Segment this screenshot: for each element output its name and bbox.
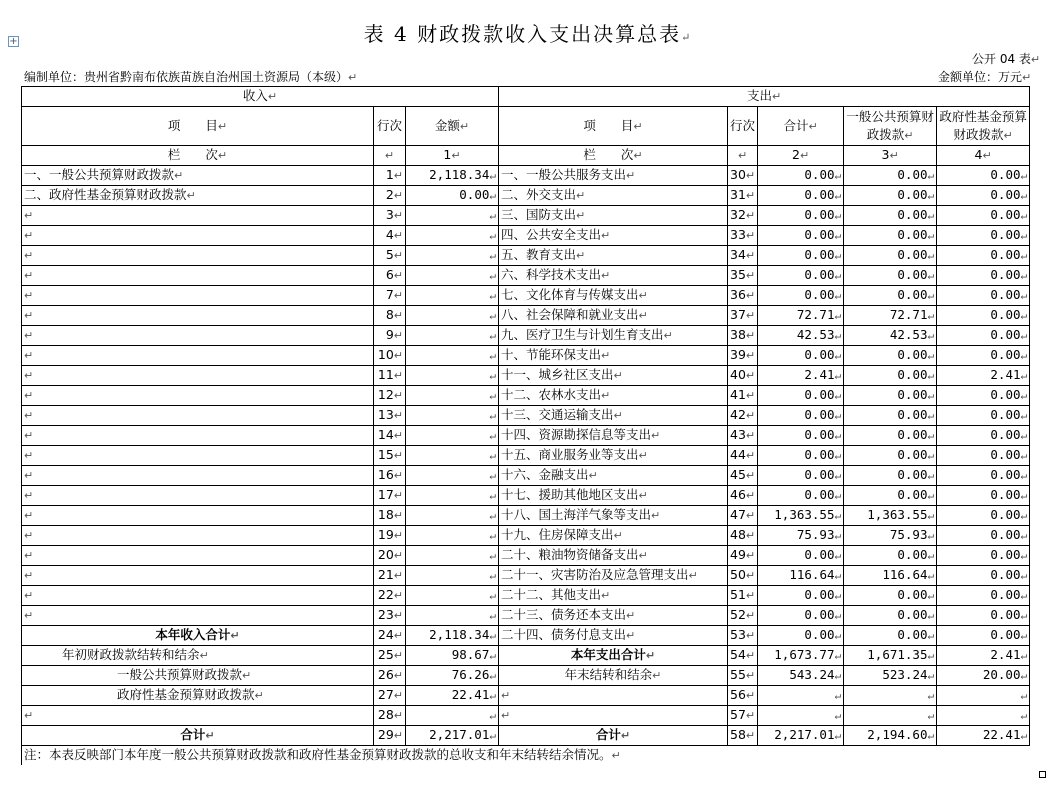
income-item: ↵ bbox=[22, 266, 374, 286]
table-row bbox=[22, 386, 1030, 406]
table-row bbox=[22, 486, 1030, 506]
income-item: ↵ bbox=[22, 426, 374, 446]
income-item: ↵ bbox=[22, 446, 374, 466]
income-line-no: 28↵ bbox=[374, 706, 406, 726]
expense-line-no: 56↵ bbox=[728, 686, 758, 706]
income-line-no: 9↵ bbox=[374, 326, 406, 346]
table-row bbox=[22, 186, 1030, 206]
expense-line-header: 行次 bbox=[728, 107, 758, 146]
income-header: 收入↵ bbox=[22, 87, 499, 107]
expense-item: 二十三、债务还本支出↵ bbox=[499, 606, 728, 626]
expense-total: 2,217.01↵ bbox=[758, 726, 844, 746]
income-amount: 98.67↵ bbox=[406, 646, 499, 666]
expense-fund-budget: 2.41↵ bbox=[937, 366, 1030, 386]
income-line-no: 22↵ bbox=[374, 586, 406, 606]
expense-fund-budget: 0.00↵ bbox=[937, 326, 1030, 346]
income-item: ↵ bbox=[22, 606, 374, 626]
expense-total: 0.00↵ bbox=[758, 186, 844, 206]
income-amount: ↵ bbox=[406, 486, 499, 506]
income-line-no: 6↵ bbox=[374, 266, 406, 286]
income-item: 年初财政拨款结转和结余↵ bbox=[22, 646, 374, 666]
expense-fund-budget: 0.00↵ bbox=[937, 486, 1030, 506]
compiler-unit: 编制单位：贵州省黔南布依族苗族自治州国土资源局（本级）↵ bbox=[24, 70, 358, 84]
expense-line-no: 40↵ bbox=[728, 366, 758, 386]
income-amount: ↵ bbox=[406, 706, 499, 726]
expense-general-budget: 0.00↵ bbox=[844, 266, 937, 286]
expense-line-no: 44↵ bbox=[728, 446, 758, 466]
income-line-no: 26↵ bbox=[374, 666, 406, 686]
table-row bbox=[22, 646, 1030, 666]
expense-line-no: 32↵ bbox=[728, 206, 758, 226]
expense-item: 十六、金融支出↵ bbox=[499, 466, 728, 486]
table-row bbox=[22, 406, 1030, 426]
table-row bbox=[22, 366, 1030, 386]
expense-line-no: 30↵ bbox=[728, 166, 758, 186]
expense-item: 十一、城乡社区支出↵ bbox=[499, 366, 728, 386]
expense-total: 2.41↵ bbox=[758, 366, 844, 386]
note-row bbox=[22, 746, 1030, 766]
page-title: 表 4 财政拨款收入支出决算总表↵ bbox=[363, 22, 693, 46]
income-line-no: 21↵ bbox=[374, 566, 406, 586]
expense-line-no: 39↵ bbox=[728, 346, 758, 366]
expense-fund-budget: 0.00↵ bbox=[937, 286, 1030, 306]
income-line-no: 15↵ bbox=[374, 446, 406, 466]
expense-general-budget: ↵ bbox=[844, 706, 937, 726]
column-index-blank-expense: ↵ bbox=[728, 146, 758, 166]
expense-fund-budget: ↵ bbox=[937, 706, 1030, 726]
income-line-no: 17↵ bbox=[374, 486, 406, 506]
table-row bbox=[22, 226, 1030, 246]
expense-total: 0.00↵ bbox=[758, 246, 844, 266]
income-line-no: 2↵ bbox=[374, 186, 406, 206]
income-item: 一般公共预算财政拨款↵ bbox=[22, 666, 374, 686]
expense-total: ↵ bbox=[758, 686, 844, 706]
income-item: ↵ bbox=[22, 346, 374, 366]
table-note: 注：本表反映部门本年度一般公共预算财政拨款和政府性基金预算财政拨款的总收支和年末结转结余情况。↵ bbox=[22, 746, 1030, 766]
table-row bbox=[22, 266, 1030, 286]
expense-line-no: 36↵ bbox=[728, 286, 758, 306]
expense-item: 十八、国土海洋气象等支出↵ bbox=[499, 506, 728, 526]
income-amount: ↵ bbox=[406, 366, 499, 386]
table-row bbox=[22, 466, 1030, 486]
expense-fund-budget: 0.00↵ bbox=[937, 606, 1030, 626]
expense-line-no: 37↵ bbox=[728, 306, 758, 326]
income-amount: ↵ bbox=[406, 226, 499, 246]
expense-fund-budget: 0.00↵ bbox=[937, 566, 1030, 586]
expense-fund-budget: 0.00↵ bbox=[937, 226, 1030, 246]
expense-general-budget: 1,363.55↵ bbox=[844, 506, 937, 526]
expense-total: 116.64↵ bbox=[758, 566, 844, 586]
table-row bbox=[22, 166, 1030, 186]
fund-budget-header: 政府性基金预算财政拨款↵ bbox=[937, 107, 1030, 146]
expense-general-budget: 0.00↵ bbox=[844, 286, 937, 306]
income-amount: ↵ bbox=[406, 306, 499, 326]
header-row-sections bbox=[22, 87, 1030, 107]
expense-general-budget: 0.00↵ bbox=[844, 466, 937, 486]
expense-general-budget: 0.00↵ bbox=[844, 386, 937, 406]
expense-line-no: 47↵ bbox=[728, 506, 758, 526]
expense-item: 六、科学技术支出↵ bbox=[499, 266, 728, 286]
expense-general-budget: 0.00↵ bbox=[844, 246, 937, 266]
income-amount: 0.00↵ bbox=[406, 186, 499, 206]
income-item: ↵ bbox=[22, 286, 374, 306]
income-item: ↵ bbox=[22, 206, 374, 226]
income-amount: ↵ bbox=[406, 466, 499, 486]
column-index-label: 栏 次↵ bbox=[22, 146, 374, 166]
income-line-header: 行次 bbox=[374, 107, 406, 146]
income-line-no: 14↵ bbox=[374, 426, 406, 446]
expense-line-no: 51↵ bbox=[728, 586, 758, 606]
income-amount: ↵ bbox=[406, 346, 499, 366]
income-amount: ↵ bbox=[406, 326, 499, 346]
expense-total: 72.71↵ bbox=[758, 306, 844, 326]
expense-general-budget: 0.00↵ bbox=[844, 206, 937, 226]
income-amount: ↵ bbox=[406, 606, 499, 626]
expense-total: 0.00↵ bbox=[758, 266, 844, 286]
column-index-blank: ↵ bbox=[374, 146, 406, 166]
table-row bbox=[22, 706, 1030, 726]
expense-total: 0.00↵ bbox=[758, 486, 844, 506]
income-line-no: 4↵ bbox=[374, 226, 406, 246]
income-amount: ↵ bbox=[406, 246, 499, 266]
header-row-columns bbox=[22, 107, 1030, 146]
income-line-no: 8↵ bbox=[374, 306, 406, 326]
income-amount-header: 金额↵ bbox=[406, 107, 499, 146]
expense-fund-budget: 0.00↵ bbox=[937, 346, 1030, 366]
income-item: ↵ bbox=[22, 366, 374, 386]
column-index-label-expense: 栏 次↵ bbox=[499, 146, 728, 166]
income-line-no: 7↵ bbox=[374, 286, 406, 306]
expense-total: ↵ bbox=[758, 706, 844, 726]
income-item: ↵ bbox=[22, 226, 374, 246]
expense-item: 十九、住房保障支出↵ bbox=[499, 526, 728, 546]
expense-general-budget: 0.00↵ bbox=[844, 486, 937, 506]
expense-fund-budget: 0.00↵ bbox=[937, 206, 1030, 226]
expense-item: 二、外交支出↵ bbox=[499, 186, 728, 206]
expense-total: 0.00↵ bbox=[758, 206, 844, 226]
table-row bbox=[22, 526, 1030, 546]
expense-general-budget: 1,671.35↵ bbox=[844, 646, 937, 666]
income-line-no: 19↵ bbox=[374, 526, 406, 546]
income-amount: ↵ bbox=[406, 566, 499, 586]
expense-general-budget: 0.00↵ bbox=[844, 546, 937, 566]
expense-item: 五、教育支出↵ bbox=[499, 246, 728, 266]
expense-line-no: 43↵ bbox=[728, 426, 758, 446]
expense-item: 十三、交通运输支出↵ bbox=[499, 406, 728, 426]
expense-general-budget: 0.00↵ bbox=[844, 446, 937, 466]
income-item: ↵ bbox=[22, 246, 374, 266]
expense-item: 一、一般公共服务支出↵ bbox=[499, 166, 728, 186]
table-row bbox=[22, 586, 1030, 606]
income-item: ↵ bbox=[22, 526, 374, 546]
expense-total: 0.00↵ bbox=[758, 386, 844, 406]
table-row bbox=[22, 326, 1030, 346]
expense-line-no: 52↵ bbox=[728, 606, 758, 626]
header-row-column-index bbox=[22, 146, 1030, 166]
column-index-1: 1↵ bbox=[406, 146, 499, 166]
expense-fund-budget: 0.00↵ bbox=[937, 506, 1030, 526]
income-line-no: 18↵ bbox=[374, 506, 406, 526]
table-row bbox=[22, 446, 1030, 466]
income-line-no: 11↵ bbox=[374, 366, 406, 386]
income-amount: 2,217.01↵ bbox=[406, 726, 499, 746]
income-line-no: 3↵ bbox=[374, 206, 406, 226]
column-index-3: 3↵ bbox=[844, 146, 937, 166]
income-item: 政府性基金预算财政拨款↵ bbox=[22, 686, 374, 706]
table-move-handle-icon[interactable]: + bbox=[9, 36, 18, 47]
expense-line-no: 35↵ bbox=[728, 266, 758, 286]
expense-fund-budget: 0.00↵ bbox=[937, 546, 1030, 566]
table-row bbox=[22, 726, 1030, 746]
income-amount: ↵ bbox=[406, 406, 499, 426]
expense-header: 支出↵ bbox=[499, 87, 1030, 107]
table-row bbox=[22, 306, 1030, 326]
income-line-no: 25↵ bbox=[374, 646, 406, 666]
expense-total: 0.00↵ bbox=[758, 406, 844, 426]
expense-fund-budget: 0.00↵ bbox=[937, 306, 1030, 326]
table-row bbox=[22, 346, 1030, 366]
expense-total: 0.00↵ bbox=[758, 346, 844, 366]
expense-fund-budget: 0.00↵ bbox=[937, 586, 1030, 606]
income-amount: ↵ bbox=[406, 386, 499, 406]
income-line-no: 27↵ bbox=[374, 686, 406, 706]
expense-item: 十、节能环保支出↵ bbox=[499, 346, 728, 366]
income-amount: ↵ bbox=[406, 526, 499, 546]
expense-total: 0.00↵ bbox=[758, 446, 844, 466]
expense-item: 本年支出合计↵ bbox=[499, 646, 728, 666]
income-item-header: 项 目↵ bbox=[22, 107, 374, 146]
expense-item: 四、公共安全支出↵ bbox=[499, 226, 728, 246]
income-line-no: 13↵ bbox=[374, 406, 406, 426]
expense-general-budget: 0.00↵ bbox=[844, 426, 937, 446]
expense-item: 合计↵ bbox=[499, 726, 728, 746]
expense-general-budget: 0.00↵ bbox=[844, 406, 937, 426]
expense-general-budget: 0.00↵ bbox=[844, 226, 937, 246]
income-line-no: 20↵ bbox=[374, 546, 406, 566]
expense-fund-budget: 0.00↵ bbox=[937, 466, 1030, 486]
income-item: 本年收入合计↵ bbox=[22, 626, 374, 646]
expense-fund-budget: 22.41↵ bbox=[937, 726, 1030, 746]
income-item: ↵ bbox=[22, 566, 374, 586]
income-item: 一、一般公共预算财政拨款↵ bbox=[22, 166, 374, 186]
expense-general-budget: 0.00↵ bbox=[844, 366, 937, 386]
expense-general-budget: 0.00↵ bbox=[844, 586, 937, 606]
income-line-no: 10↵ bbox=[374, 346, 406, 366]
expense-general-budget: 0.00↵ bbox=[844, 166, 937, 186]
income-item: ↵ bbox=[22, 706, 374, 726]
income-amount: 76.26↵ bbox=[406, 666, 499, 686]
income-amount: ↵ bbox=[406, 426, 499, 446]
expense-fund-budget: 0.00↵ bbox=[937, 626, 1030, 646]
expense-line-no: 48↵ bbox=[728, 526, 758, 546]
expense-line-no: 50↵ bbox=[728, 566, 758, 586]
expense-line-no: 58↵ bbox=[728, 726, 758, 746]
income-line-no: 1↵ bbox=[374, 166, 406, 186]
form-code: 公开 04 表↵ bbox=[972, 52, 1041, 66]
income-line-no: 29↵ bbox=[374, 726, 406, 746]
income-item: ↵ bbox=[22, 486, 374, 506]
expense-line-no: 53↵ bbox=[728, 626, 758, 646]
table-row bbox=[22, 686, 1030, 706]
income-amount: ↵ bbox=[406, 506, 499, 526]
expense-line-no: 45↵ bbox=[728, 466, 758, 486]
column-index-4: 4↵ bbox=[937, 146, 1030, 166]
income-item: ↵ bbox=[22, 406, 374, 426]
expense-item: 十五、商业服务业等支出↵ bbox=[499, 446, 728, 466]
expense-item: 十七、援助其他地区支出↵ bbox=[499, 486, 728, 506]
income-item: ↵ bbox=[22, 506, 374, 526]
expense-line-no: 41↵ bbox=[728, 386, 758, 406]
expense-line-no: 31↵ bbox=[728, 186, 758, 206]
income-item: ↵ bbox=[22, 586, 374, 606]
expense-total: 75.93↵ bbox=[758, 526, 844, 546]
expense-total: 0.00↵ bbox=[758, 426, 844, 446]
income-item: ↵ bbox=[22, 546, 374, 566]
expense-item: 二十一、灾害防治及应急管理支出↵ bbox=[499, 566, 728, 586]
expense-total: 0.00↵ bbox=[758, 626, 844, 646]
expense-general-budget: 72.71↵ bbox=[844, 306, 937, 326]
expense-fund-budget: 0.00↵ bbox=[937, 166, 1030, 186]
expense-item-header: 项 目↵ bbox=[499, 107, 728, 146]
table-row bbox=[22, 626, 1030, 646]
income-line-no: 24↵ bbox=[374, 626, 406, 646]
expense-item: 八、社会保障和就业支出↵ bbox=[499, 306, 728, 326]
income-amount: 2,118.34↵ bbox=[406, 626, 499, 646]
expense-fund-budget: ↵ bbox=[937, 686, 1030, 706]
expense-total: 0.00↵ bbox=[758, 466, 844, 486]
expense-fund-budget: 0.00↵ bbox=[937, 526, 1030, 546]
income-line-no: 16↵ bbox=[374, 466, 406, 486]
income-item: ↵ bbox=[22, 386, 374, 406]
expense-fund-budget: 0.00↵ bbox=[937, 186, 1030, 206]
expense-fund-budget: 0.00↵ bbox=[937, 406, 1030, 426]
income-line-no: 5↵ bbox=[374, 246, 406, 266]
income-amount: ↵ bbox=[406, 286, 499, 306]
expense-line-no: 38↵ bbox=[728, 326, 758, 346]
expense-item: 十四、资源勘探信息等支出↵ bbox=[499, 426, 728, 446]
expense-item: 二十、粮油物资储备支出↵ bbox=[499, 546, 728, 566]
income-line-no: 23↵ bbox=[374, 606, 406, 626]
expense-line-no: 46↵ bbox=[728, 486, 758, 506]
income-amount: ↵ bbox=[406, 586, 499, 606]
income-item: 二、政府性基金预算财政拨款↵ bbox=[22, 186, 374, 206]
expense-line-no: 54↵ bbox=[728, 646, 758, 666]
table-row bbox=[22, 546, 1030, 566]
fiscal-allocation-table bbox=[21, 86, 1030, 765]
expense-total: 1,673.77↵ bbox=[758, 646, 844, 666]
expense-general-budget: 116.64↵ bbox=[844, 566, 937, 586]
expense-general-budget: 0.00↵ bbox=[844, 626, 937, 646]
income-amount: ↵ bbox=[406, 546, 499, 566]
expense-fund-budget: 0.00↵ bbox=[937, 266, 1030, 286]
expense-total: 0.00↵ bbox=[758, 226, 844, 246]
expense-fund-budget: 0.00↵ bbox=[937, 446, 1030, 466]
expense-item: ↵ bbox=[499, 706, 728, 726]
expense-total: 0.00↵ bbox=[758, 286, 844, 306]
income-amount: ↵ bbox=[406, 206, 499, 226]
amount-unit: 金额单位：万元↵ bbox=[938, 70, 1032, 84]
expense-item: 九、医疗卫生与计划生育支出↵ bbox=[499, 326, 728, 346]
expense-fund-budget: 0.00↵ bbox=[937, 426, 1030, 446]
expense-fund-budget: 0.00↵ bbox=[937, 386, 1030, 406]
table-row bbox=[22, 246, 1030, 266]
expense-general-budget: 75.93↵ bbox=[844, 526, 937, 546]
expense-total: 1,363.55↵ bbox=[758, 506, 844, 526]
expense-line-no: 34↵ bbox=[728, 246, 758, 266]
expense-item: 三、国防支出↵ bbox=[499, 206, 728, 226]
income-item: ↵ bbox=[22, 466, 374, 486]
expense-total: 0.00↵ bbox=[758, 586, 844, 606]
expense-line-no: 57↵ bbox=[728, 706, 758, 726]
expense-total: 0.00↵ bbox=[758, 166, 844, 186]
expense-line-no: 33↵ bbox=[728, 226, 758, 246]
table-row bbox=[22, 506, 1030, 526]
income-amount: ↵ bbox=[406, 266, 499, 286]
income-amount: ↵ bbox=[406, 446, 499, 466]
income-amount: 2,118.34↵ bbox=[406, 166, 499, 186]
expense-total: 0.00↵ bbox=[758, 606, 844, 626]
expense-item: 二十二、其他支出↵ bbox=[499, 586, 728, 606]
expense-line-no: 55↵ bbox=[728, 666, 758, 686]
income-item: 合计↵ bbox=[22, 726, 374, 746]
general-budget-header: 一般公共预算财政拨款↵ bbox=[844, 107, 937, 146]
column-index-2: 2↵ bbox=[758, 146, 844, 166]
expense-general-budget: ↵ bbox=[844, 686, 937, 706]
expense-item: ↵ bbox=[499, 686, 728, 706]
expense-fund-budget: 20.00↵ bbox=[937, 666, 1030, 686]
income-amount: 22.41↵ bbox=[406, 686, 499, 706]
expense-line-no: 42↵ bbox=[728, 406, 758, 426]
expense-general-budget: 0.00↵ bbox=[844, 606, 937, 626]
table-row bbox=[22, 666, 1030, 686]
expense-item: 七、文化体育与传媒支出↵ bbox=[499, 286, 728, 306]
expense-general-budget: 2,194.60↵ bbox=[844, 726, 937, 746]
income-line-no: 12↵ bbox=[374, 386, 406, 406]
expense-total-header: 合计↵ bbox=[758, 107, 844, 146]
table-resize-handle-icon[interactable] bbox=[1039, 771, 1046, 778]
expense-total: 543.24↵ bbox=[758, 666, 844, 686]
expense-total: 42.53↵ bbox=[758, 326, 844, 346]
expense-general-budget: 0.00↵ bbox=[844, 186, 937, 206]
income-item: ↵ bbox=[22, 306, 374, 326]
expense-fund-budget: 2.41↵ bbox=[937, 646, 1030, 666]
expense-item: 十二、农林水支出↵ bbox=[499, 386, 728, 406]
expense-general-budget: 523.24↵ bbox=[844, 666, 937, 686]
expense-total: 0.00↵ bbox=[758, 546, 844, 566]
expense-item: 年末结转和结余↵ bbox=[499, 666, 728, 686]
table-row bbox=[22, 606, 1030, 626]
income-item: ↵ bbox=[22, 326, 374, 346]
table-row bbox=[22, 206, 1030, 226]
table-row bbox=[22, 286, 1030, 306]
expense-line-no: 49↵ bbox=[728, 546, 758, 566]
expense-general-budget: 0.00↵ bbox=[844, 346, 937, 366]
table-row bbox=[22, 566, 1030, 586]
expense-general-budget: 42.53↵ bbox=[844, 326, 937, 346]
expense-item: 二十四、债务付息支出↵ bbox=[499, 626, 728, 646]
expense-fund-budget: 0.00↵ bbox=[937, 246, 1030, 266]
table-row bbox=[22, 426, 1030, 446]
